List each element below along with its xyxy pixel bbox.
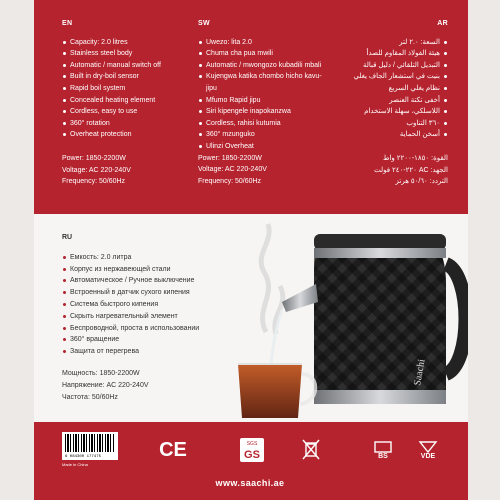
- ce-mark-icon: [160, 436, 186, 464]
- crossed-bin-icon: [302, 436, 320, 464]
- gs-label: GS: [244, 449, 260, 461]
- tea-cup: [238, 364, 315, 418]
- list-item: Uwezo: lita 2.0: [198, 37, 338, 49]
- spec-power: Мощность: 1850-2200W: [62, 369, 140, 377]
- list-item: نظام يغلي السريع: [328, 83, 448, 95]
- list-item: Автоматическое / Ручное выключение: [62, 275, 199, 287]
- feature-list: [328, 37, 448, 141]
- spec-voltage: Напряжение: AC 220-240V: [62, 381, 149, 389]
- vde-label: VDE: [420, 452, 436, 460]
- section-heading: AR: [437, 20, 448, 27]
- spec-voltage: الجهد: AC ٢٢٠-٢٤٠ فولت: [374, 166, 448, 174]
- feature-list: [198, 37, 338, 153]
- gs-badge-shape: [238, 436, 266, 464]
- spec-voltage: Voltage: AC 220-240V: [198, 166, 267, 174]
- spec-power: Power: 1850-2200W: [62, 154, 126, 162]
- list-item: ٣٦٠ التناوب: [328, 118, 448, 130]
- vde-triangle-shape: [418, 441, 438, 453]
- list-item: Cordless, rahisi kutumia: [198, 118, 338, 130]
- list-item: اللاسلكي، سهلة الاستخدام: [328, 106, 448, 118]
- spec-frequency: Частота: 50/60Hz: [62, 393, 118, 401]
- spec-frequency: Frequency: 50/60Hz: [62, 178, 126, 186]
- feature-list: [62, 37, 202, 141]
- kettle-brand-logo: Saachi: [412, 358, 428, 387]
- bs-mark-icon: [368, 436, 398, 464]
- swahili-section: [198, 18, 338, 187]
- spec-frequency: التردد: ٥٠/٦٠ هرتز: [395, 178, 448, 186]
- list-item: Built in dry-boil sensor: [62, 71, 202, 83]
- list-item: هيئة الفولاذ المقاوم للصدأ: [328, 48, 448, 60]
- list-item: Overheat protection: [62, 129, 202, 141]
- left-box-edge: [0, 0, 34, 500]
- section-heading: RU: [62, 234, 73, 241]
- list-item: Siri kipengele inapokanzwa: [198, 106, 338, 118]
- list-item: 360° вращение: [62, 334, 199, 346]
- list-item: Система быстрого кипения: [62, 299, 199, 311]
- bs-kitemark-shape: [373, 441, 393, 453]
- list-item: Cordless, easy to use: [62, 106, 202, 118]
- list-item: أسخن الحماية: [328, 129, 448, 141]
- section-heading: SW: [198, 20, 210, 27]
- features-panel-top: [34, 0, 468, 214]
- list-item: Chuma cha pua mwili: [198, 48, 338, 60]
- list-item: Capacity: 2.0 litres: [62, 37, 202, 49]
- crossed-bin-shape: [302, 439, 320, 461]
- spec-block: [62, 153, 202, 188]
- list-item: السعة: ٢.٠ لتر: [328, 37, 448, 49]
- list-item: Ulinzi Overheat: [198, 141, 338, 153]
- right-box-edge: [468, 0, 500, 500]
- list-item: Rapid boil system: [62, 83, 202, 95]
- list-item: Mfumo Rapid jipu: [198, 95, 338, 107]
- spec-power: القوة: ١٨٥٠-٢٢٠٠ واط: [383, 154, 448, 162]
- barcode-bars: [65, 434, 115, 452]
- made-in-label: Made in China: [62, 462, 88, 467]
- barcode-number: 6 084300 177475: [65, 455, 102, 459]
- list-item: 360° mzunguko: [198, 129, 338, 141]
- ce-mark-label: CE: [159, 438, 187, 461]
- list-item: Корпус из нержавеющей стали: [62, 264, 199, 276]
- list-item: Stainless steel body: [62, 48, 202, 60]
- sgs-label: SGS: [246, 441, 258, 447]
- list-item: Беспроводной, проста в использовании: [62, 323, 199, 335]
- vde-mark-icon: [410, 436, 446, 464]
- bs-label: BS: [378, 452, 388, 460]
- gs-mark-icon: [238, 436, 266, 464]
- list-item: Automatic / mwongozo kubadili mbali: [198, 60, 338, 72]
- list-item: أخفى تكتة العنصر: [328, 95, 448, 107]
- english-section: [62, 18, 202, 188]
- list-item: التبديل التلقائي / دليل قبالة: [328, 60, 448, 72]
- spec-block: [198, 153, 338, 188]
- list-item: بنيت في استشعار الجاف يغلي: [328, 71, 448, 83]
- spec-voltage: Voltage: AC 220-240V: [62, 166, 131, 174]
- spec-power: Power: 1850-2200W: [198, 154, 262, 162]
- list-item: Встроенный в датчик сухого кипения: [62, 287, 199, 299]
- barcode: [62, 432, 118, 460]
- list-item: Защита от перегрева: [62, 346, 199, 358]
- spec-frequency: Frequency: 50/60Hz: [198, 177, 262, 185]
- product-photo-panel: [34, 214, 468, 422]
- section-heading: EN: [62, 20, 73, 27]
- kettle-photo: [174, 214, 468, 422]
- list-item: Kujengwa katika chombo hicho kavu-jipu: [198, 71, 324, 94]
- list-item: Automatic / manual switch off: [62, 60, 202, 72]
- list-item: Емкость: 2.0 литра: [62, 252, 199, 264]
- website-url: www.saachi.ae: [215, 478, 285, 488]
- list-item: Concealed heating element: [62, 95, 202, 107]
- arabic-section: [328, 18, 448, 188]
- list-item: 360° rotation: [62, 118, 202, 130]
- spec-block: [328, 153, 448, 188]
- list-item: Скрыть нагревательный элемент: [62, 311, 199, 323]
